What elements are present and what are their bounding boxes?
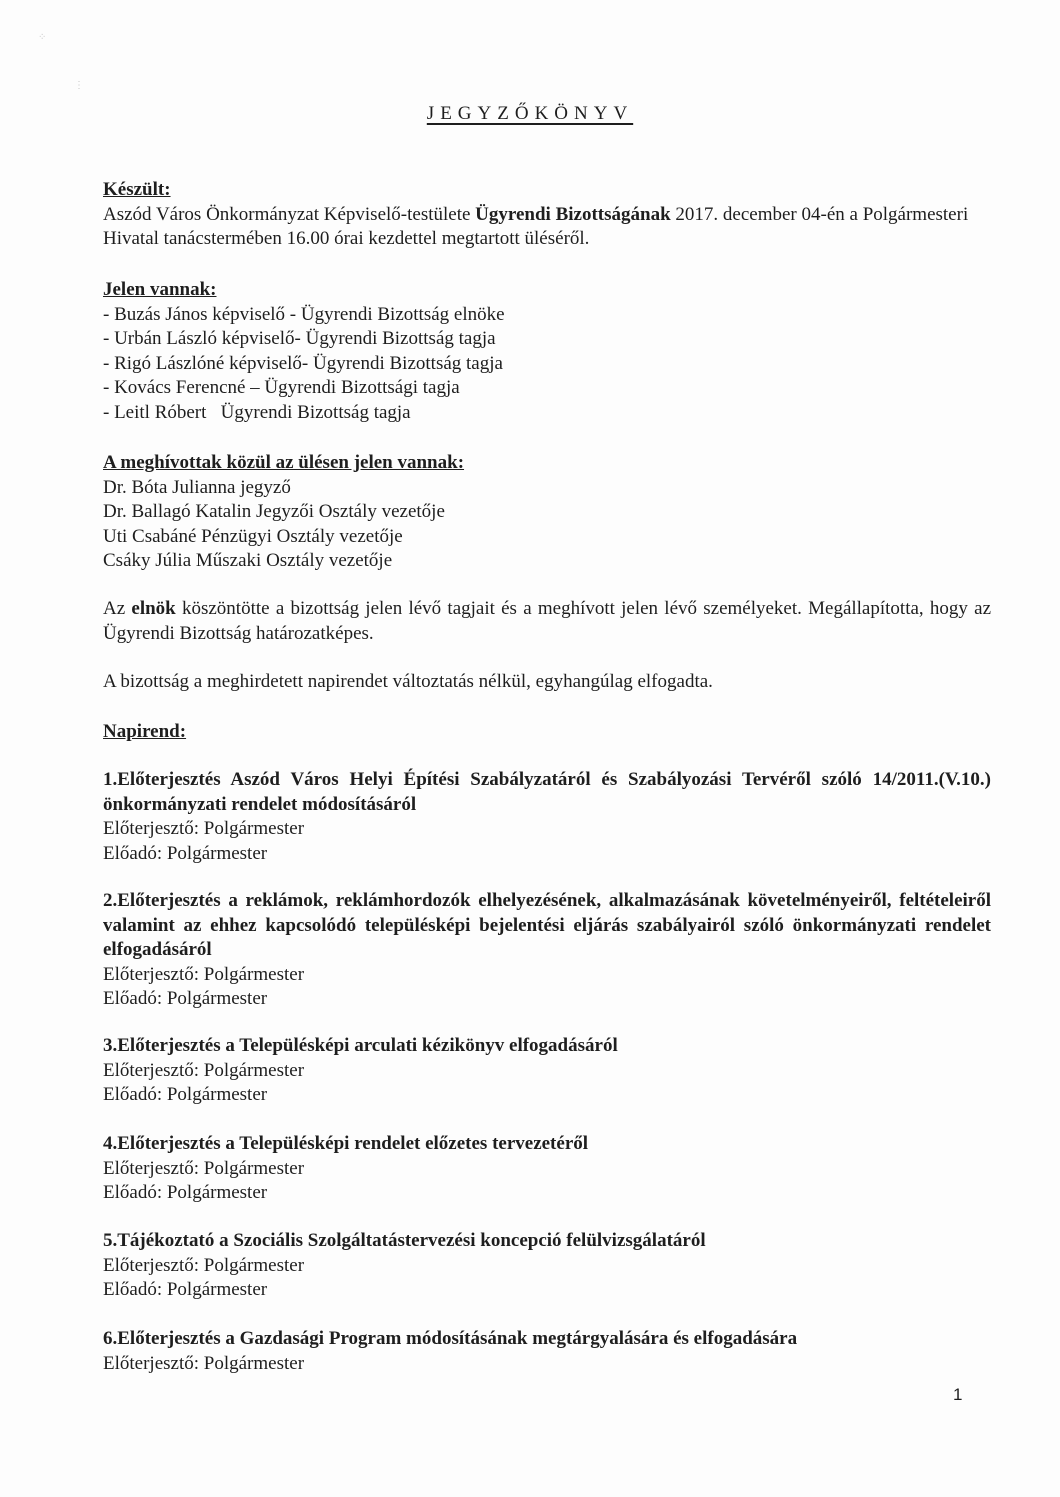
member-item: - Rigó Lászlóné képviselő- Ügyrendi Bizottság tagja xyxy=(103,352,503,374)
member-item: - Buzás János képviselő - Ügyrendi Bizottság elnöke xyxy=(103,303,505,325)
agenda-item-presenter: Előterjesztő: Polgármester xyxy=(103,1352,305,1374)
scan-speck: ⁘ xyxy=(38,32,47,43)
page-number: 1 xyxy=(953,1385,963,1404)
agenda-item-title: 6.Előterjesztés a Gazdasági Program módosításának megtárgyalására és elfogadására xyxy=(103,1328,798,1349)
agenda-item xyxy=(103,1132,991,1206)
section-keszult xyxy=(103,178,991,252)
section-heading: Jelen vannak: xyxy=(103,279,217,300)
opening-bold: elnök xyxy=(131,598,176,619)
agenda-item-speaker: Előadó: Polgármester xyxy=(103,1084,268,1106)
keszult-text-post: 2017. december 04-én a Polgármesteri Hivatal tanácstermében 16.00 órai kezdettel megtartott üléséről. xyxy=(103,203,969,250)
invited-item: Csáky Júlia Műszaki Osztály vezetője xyxy=(103,550,393,572)
section-agenda xyxy=(103,720,991,745)
agenda-item-presenter: Előterjesztő: Polgármester xyxy=(103,963,305,985)
section-heading: Napirend: xyxy=(103,721,187,742)
agenda-item-speaker: Előadó: Polgármester xyxy=(103,1182,268,1204)
scan-speck: ⋮ xyxy=(74,80,84,91)
invited-item: Uti Csabáné Pénzügyi Osztály vezetője xyxy=(103,525,403,547)
agenda-item-presenter: Előterjesztő: Polgármester xyxy=(103,1254,305,1276)
invited-item: Dr. Ballagó Katalin Jegyzői Osztály vezetője xyxy=(103,501,445,523)
agenda-item-speaker: Előadó: Polgármester xyxy=(103,988,268,1010)
agenda-item-presenter: Előterjesztő: Polgármester xyxy=(103,1059,305,1081)
keszult-text-pre: Aszód Város Önkormányzat Képviselő-testülete xyxy=(103,203,476,225)
opening-paragraph xyxy=(103,597,991,646)
agenda-item-presenter: Előterjesztő: Polgármester xyxy=(103,1157,305,1179)
agenda-item-presenter: Előterjesztő: Polgármester xyxy=(103,818,305,840)
agenda-item-title: 4.Előterjesztés a Településképi rendelet előzetes tervezetéről xyxy=(103,1133,589,1154)
member-item: - Kovács Ferencné – Ügyrendi Bizottsági tagja xyxy=(103,377,460,399)
section-heading: Készült: xyxy=(103,179,171,200)
agenda-item-speaker: Előadó: Polgármester xyxy=(103,1279,268,1301)
agenda-item-title: 5.Tájékoztató a Szociális Szolgáltatástervezési koncepció felülvizsgálatáról xyxy=(103,1230,706,1251)
agenda-item xyxy=(103,889,991,1012)
keszult-text xyxy=(103,203,991,252)
agenda-item-title: 2.Előterjesztés a reklámok, reklámhordozók elhelyezésének, alkalmazásának követelményeiről, feltételeiről valamint az ehhez kapcsolódó településképi bejelentési eljárás szabályairól szóló önkormányzati rendelet elfogadásáról xyxy=(103,890,991,961)
agenda-item xyxy=(103,768,991,866)
document-title-text: JEGYZŐKÖNYV xyxy=(426,103,634,124)
invited-item: Dr. Bóta Julianna jegyző xyxy=(103,476,291,498)
agenda-item-title: 1.Előterjesztés Aszód Város Helyi Építési Szabályzatáról és Szabályozási Tervéről szóló 14/2011.(V.10.) önkormányzati rendelet módosításáról xyxy=(103,769,991,815)
agenda-item-title: 3.Előterjesztés a Településképi arculati kézikönyv elfogadásáról xyxy=(103,1035,618,1056)
agenda-item xyxy=(103,1327,991,1376)
member-item: - Leitl Róbert Ügyrendi Bizottság tagja xyxy=(103,401,411,423)
member-item: - Urbán László képviselő- Ügyrendi Bizottság tagja xyxy=(103,328,496,350)
committee-name: Ügyrendi Bizottságának xyxy=(475,203,671,225)
agenda-item xyxy=(103,1229,991,1303)
opening-pre: Az xyxy=(103,598,132,619)
agenda-item-speaker: Előadó: Polgármester xyxy=(103,842,268,864)
section-heading: A meghívottak közül az ülésen jelen vannak: xyxy=(103,452,465,473)
opening-post: köszöntötte a bizottság jelen lévő tagjait és a meghívott jelen lévő személyeket. Megállapította, hogy az Ügyrendi Bizottság határozatképes. xyxy=(103,598,992,644)
agenda-accepted-paragraph: A bizottság a meghirdetett napirendet változtatás nélkül, egyhangúlag elfogadta. xyxy=(103,671,713,692)
section-present xyxy=(103,278,991,426)
agenda-item xyxy=(103,1034,991,1108)
document-title xyxy=(0,103,1060,125)
section-invited xyxy=(103,451,991,574)
